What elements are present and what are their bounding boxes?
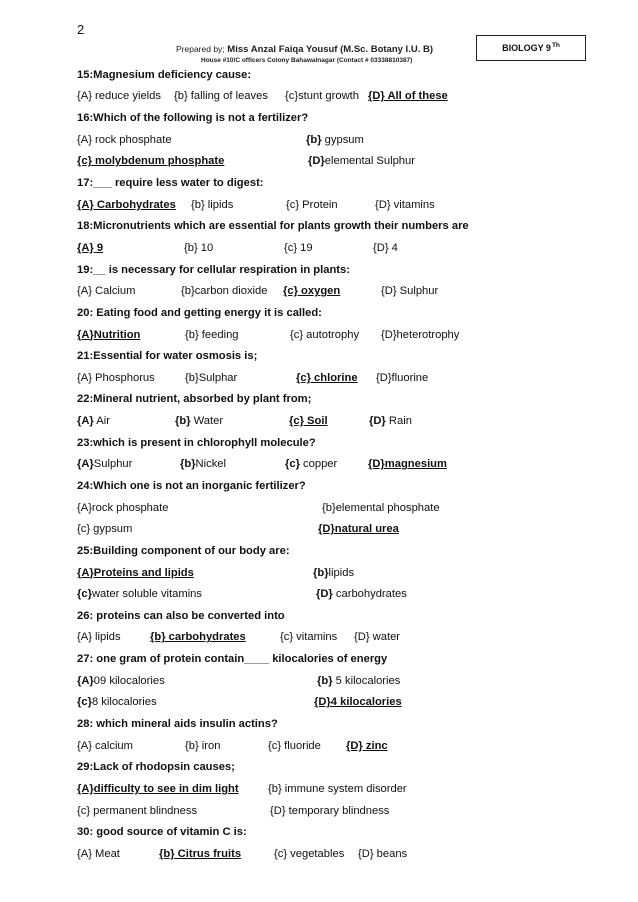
option-c-answer: {c} Soil (289, 415, 328, 428)
option-a (77, 458, 132, 470)
question-30: 30: good source of vitamin C is: (77, 826, 247, 839)
subject-box (476, 35, 586, 61)
options-24-ab (77, 497, 577, 519)
option-d: {D} Sulphur (381, 285, 439, 298)
option-c-text: 8 kilocalories (91, 696, 157, 709)
question-18: 18:Micronutrients which are essential for plants growth their numbers are (77, 220, 469, 233)
option-c: {c} vegetables (274, 847, 345, 860)
option-d: {D} temporary blindness (270, 804, 390, 817)
options-23 (77, 454, 577, 476)
option-d (369, 415, 412, 427)
option-a: {A} Meat (77, 847, 120, 860)
options-21 (77, 367, 577, 389)
option-d-answer: {D} All of these (368, 90, 448, 103)
option-c (285, 458, 337, 470)
option-d-text: elemental Sulphur (324, 155, 415, 168)
author-name: Miss Anzal Faiqa Yousuf (M.Sc. Botany I.U. B) (224, 44, 433, 55)
option-b (313, 567, 354, 579)
options-15 (77, 86, 577, 108)
option-b (175, 415, 223, 427)
options-24-cd (77, 518, 577, 540)
option-d-answer: {D}4 kilocalories (314, 696, 402, 709)
option-d: {D}heterotrophy (381, 328, 460, 341)
option-c-tag: {c} (77, 588, 92, 601)
option-d: {D} 4 (373, 241, 398, 254)
option-d-text: carbohydrates (332, 588, 407, 601)
options-29-ab (77, 778, 577, 800)
option-a (77, 415, 110, 427)
option-a-answer: {A}Nutrition (77, 328, 141, 341)
option-d: {D} beans (358, 847, 408, 860)
option-c: {c} permanent blindness (77, 804, 198, 817)
option-a-answer: {A} Carbohydrates (77, 198, 176, 211)
subject-label: BIOLOGY 9 (502, 43, 551, 53)
option-c: {c}stunt growth (285, 90, 360, 103)
option-c-tag: {c} (285, 458, 300, 471)
option-b-tag: {b} (313, 566, 329, 579)
question-24: 24:Which one is not an inorganic fertilizer? (77, 479, 306, 492)
option-a-answer: {A}Proteins and lipids (77, 566, 194, 579)
option-a: {A} lipids (77, 631, 121, 644)
option-d-tag: {D} (369, 415, 386, 428)
option-c: {c} 19 (284, 241, 313, 254)
option-d: {D} vitamins (375, 198, 435, 211)
option-c: {c} vitamins (280, 631, 338, 644)
option-b-text: Water (190, 415, 224, 428)
option-c-answer: {c} chlorine (296, 371, 358, 384)
options-27-cd (77, 692, 577, 714)
option-c (77, 588, 202, 600)
option-c: {c} gypsum (77, 523, 133, 536)
option-a-tag: {A} (77, 458, 94, 471)
option-a-text: 09 kilocalories (93, 674, 165, 687)
option-c: {c} fluoride (268, 739, 321, 752)
option-a-tag: {A} (77, 674, 94, 687)
question-16: 16:Which of the following is not a fertilizer? (77, 112, 309, 125)
option-a: {A} Phosphorus (77, 371, 155, 384)
option-b: {b}carbon dioxide (181, 285, 268, 298)
option-a: {A} calcium (77, 739, 133, 752)
options-20 (77, 324, 577, 346)
option-b-tag: {b} (317, 674, 333, 687)
option-c (77, 696, 157, 708)
option-a-text: Sulphur (93, 458, 133, 471)
option-b: {b} immune system disorder (268, 782, 407, 795)
option-d-answer: {D}magnesium (368, 458, 447, 471)
page-number: 2 (77, 22, 85, 37)
option-b: {b} 10 (184, 241, 214, 254)
option-b: {b}elemental phosphate (322, 501, 440, 514)
option-b-text: lipids (328, 566, 355, 579)
option-c: {c} autotrophy (290, 328, 360, 341)
header-prepared-by (176, 44, 433, 55)
option-a: {A} reduce yields (77, 90, 161, 103)
question-28: 28: which mineral aids insulin actins? (77, 718, 278, 731)
options-18 (77, 237, 577, 259)
option-b: {b} lipids (191, 198, 234, 211)
option-d-answer: {D} zinc (346, 739, 388, 752)
option-a-tag: {A} (77, 415, 94, 428)
question-22: 22:Mineral nutrient, absorbed by plant from; (77, 393, 312, 406)
option-c-text: copper (299, 458, 338, 471)
question-26: 26: proteins can also be converted into (77, 609, 285, 622)
option-b (180, 458, 226, 470)
option-c-text: water soluble vitamins (91, 588, 202, 601)
option-d-text: Rain (385, 415, 412, 428)
question-17: 17:___ require less water to digest: (77, 177, 264, 190)
option-b-text: gypsum (321, 133, 364, 146)
option-a-answer: {A} 9 (77, 241, 104, 254)
option-c-answer: {c} oxygen (283, 285, 341, 298)
option-d: {D} water (354, 631, 401, 644)
option-a (77, 675, 165, 687)
question-19: 19:__ is necessary for cellular respiration in plants: (77, 263, 350, 276)
option-d-answer: {D}natural urea (318, 523, 399, 536)
question-list (77, 64, 577, 865)
option-c: {c} Protein (286, 198, 338, 211)
option-b (306, 134, 364, 146)
option-a-text: Air (93, 415, 110, 428)
option-b: {b}Sulphar (185, 371, 238, 384)
option-c-tag: {c} (77, 696, 92, 709)
option-b: {b} iron (185, 739, 221, 752)
option-c-answer: {c} molybdenum phosphate (77, 155, 225, 168)
question-27: 27: one gram of protein contain____ kilocalories of energy (77, 653, 388, 666)
header-address: House #10/C officers Colony Bahawalnagar (Contact # 03338810387) (201, 57, 413, 64)
question-20: 20: Eating food and getting energy it is called: (77, 306, 322, 319)
option-a: {A}rock phosphate (77, 501, 169, 514)
options-30 (77, 843, 577, 865)
option-a: {A} rock phosphate (77, 133, 172, 146)
options-26 (77, 627, 577, 649)
options-25-ab (77, 562, 577, 584)
options-16-cd (77, 151, 577, 173)
option-d (316, 588, 407, 600)
option-d (308, 155, 415, 167)
options-16-ab (77, 129, 577, 151)
options-27-ab (77, 670, 577, 692)
option-b: {b} feeding (185, 328, 239, 341)
option-b-tag: {b} (175, 415, 191, 428)
option-a-answer: {A}difficulty to see in dim light (77, 782, 239, 795)
option-b (317, 675, 400, 687)
option-d-tag: {D} (308, 155, 325, 168)
option-b-answer: {b} Citrus fruits (159, 847, 242, 860)
option-b-tag: {b} (180, 458, 196, 471)
option-a: {A} Calcium (77, 285, 136, 298)
options-22 (77, 410, 577, 432)
prepared-by-label: Prepared by; (176, 44, 225, 54)
question-21: 21:Essential for water osmosis is; (77, 350, 258, 363)
option-d: {D}fluorine (376, 371, 429, 384)
question-29: 29:Lack of rhodopsin causes; (77, 761, 235, 774)
options-19 (77, 280, 577, 302)
question-23: 23:which is present in chlorophyll molecule? (77, 436, 316, 449)
question-15: 15:Magnesium deficiency cause: (77, 68, 252, 81)
options-29-cd (77, 800, 577, 822)
option-b-answer: {b} carbohydrates (150, 631, 246, 644)
options-17 (77, 194, 577, 216)
options-25-cd (77, 583, 577, 605)
option-d-tag: {D} (316, 588, 333, 601)
option-b-tag: {b} (306, 133, 322, 146)
option-b-text: 5 kilocalories (332, 674, 401, 687)
options-28 (77, 735, 577, 757)
subject-superscript: Th (551, 41, 560, 49)
option-b-text: Nickel (195, 458, 227, 471)
question-25: 25:Building component of our body are: (77, 544, 290, 557)
option-b: {b} falling of leaves (174, 90, 268, 103)
